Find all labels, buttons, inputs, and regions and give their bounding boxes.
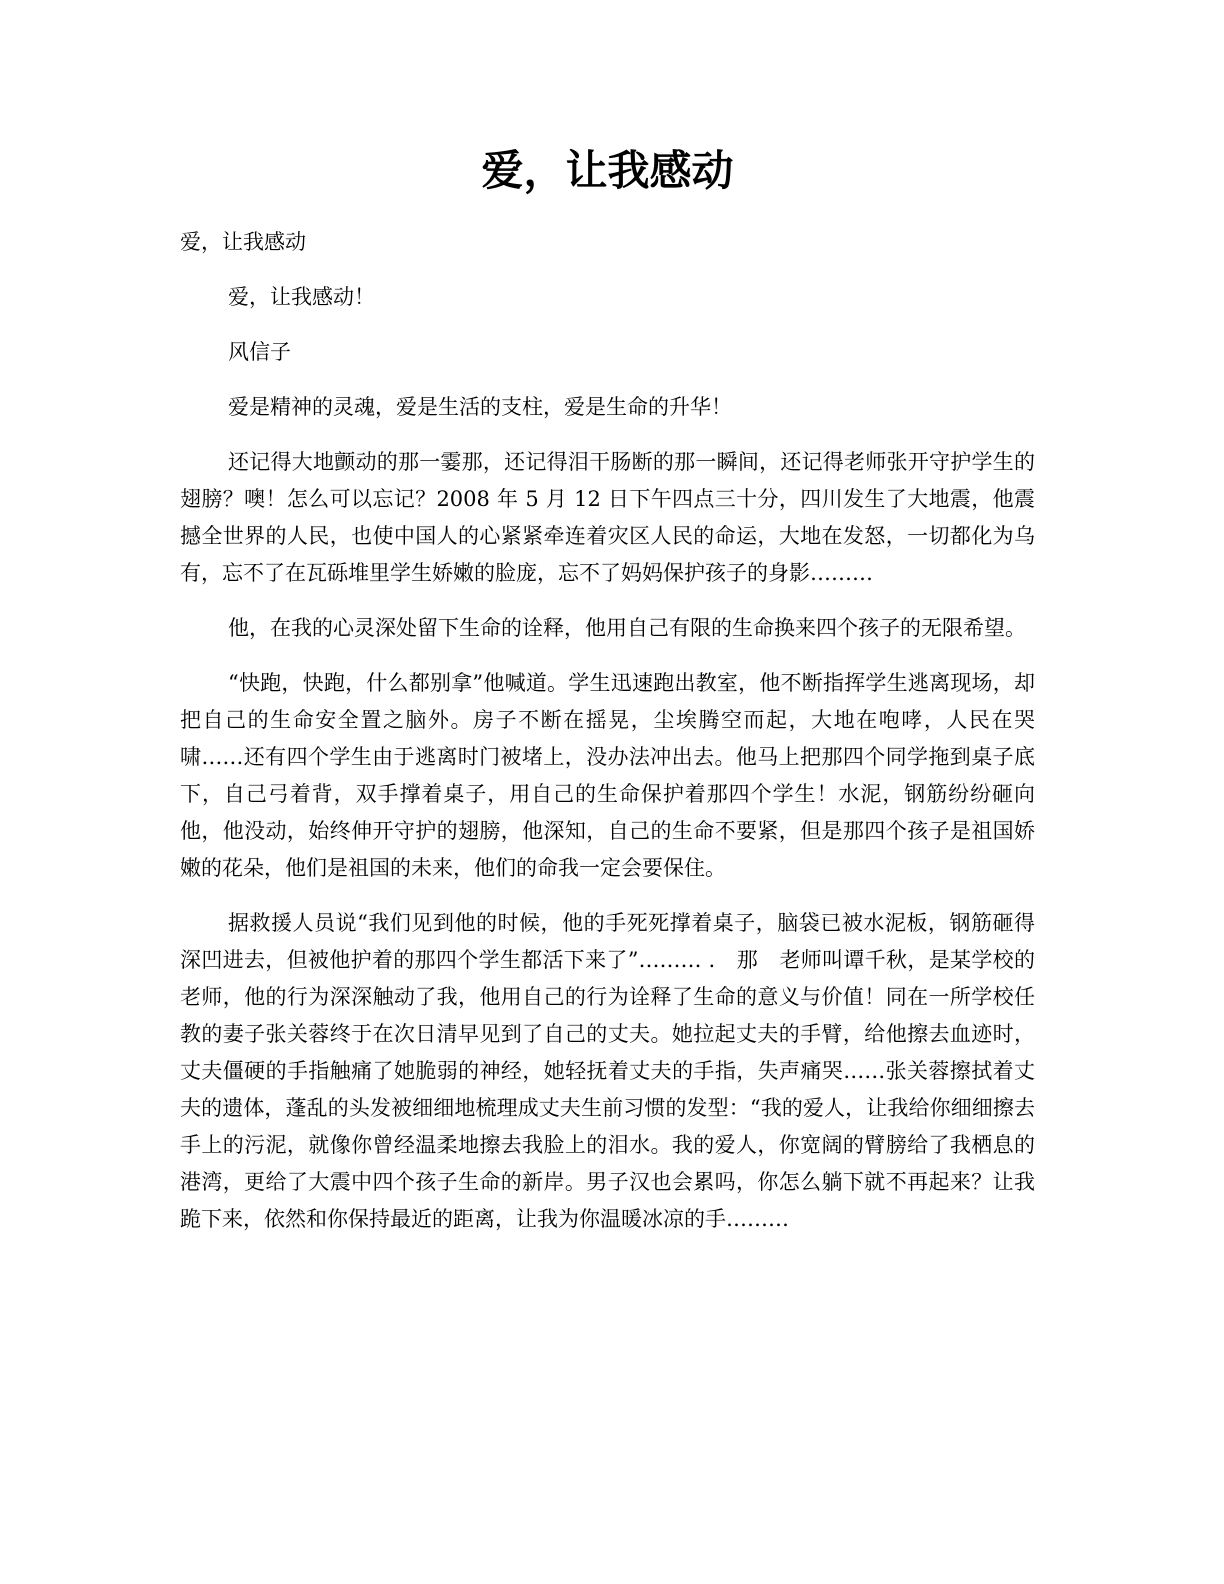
subheading: 爱，让我感动 xyxy=(180,230,306,254)
paragraph: “快跑，快跑，什么都别拿”他喊道。学生迅速跑出教室，他不断指挥学生逃离现场，却把自己的生命安全置之脑外。房子不断在摇晃，尘埃腾空而起，大地在咆哮，人民在哭啸……还有四个学生由于逃离时门被堵上，没办法冲出去。他马上把那四个同学拖到桌子底下，自己弓着背，双手撑着桌子，用自己的生命保护着那四个学生！水泥，钢筋纷纷砸向他，他没动，始终伸开守护的翅膀，他深知，自己的生命不要紧，但是那四个孩子是祖国娇嫩的花朵，他们是祖国的未来，他们的命我一定会要保住。 xyxy=(180,671,1035,880)
paragraph: 还记得大地颤动的那一霎那，还记得泪干肠断的那一瞬间，还记得老师张开守护学生的翅膀？噢！怎么可以忘记？2008 年 5 月 12 日下午四点三十分，四川发生了大地震，他震撼全世界的人民，也使中国人的心紧紧牵连着灾区人民的命运，大地在发怒，一切都化为乌有，忘不了在瓦砾堆里学生娇嫩的脸庞，忘不了妈妈保护孩子的身影……… xyxy=(180,450,1035,585)
author-line: 风信子 xyxy=(228,340,291,364)
paragraph: 他，在我的心灵深处留下生命的诠释，他用自己有限的生命换来四个孩子的无限希望。 xyxy=(228,616,1026,640)
document-title: 爱，让我感动 xyxy=(481,146,734,195)
document-body xyxy=(180,224,1035,1256)
paragraph: 爱是精神的灵魂，爱是生活的支柱，爱是生命的升华！ xyxy=(228,395,732,419)
paragraph: 爱，让我感动！ xyxy=(228,285,375,309)
paragraph: 据救援人员说“我们见到他的时候，他的手死死撑着桌子，脑袋已被水泥板，钢筋砸得深凹进去，但被他护着的那四个学生都活下来了”……… . 那 老师叫谭千秋，是某学校的老师，他的行为深深触动了我，他用自己的行为诠释了生命的意义与价值！同在一所学校任教的妻子张关蓉终于在次日清早见到了自己的丈夫。她拉起丈夫的手臂，给他擦去血迹时，丈夫僵硬的手指触痛了她脆弱的神经，她轻抚着丈夫的手指，失声痛哭……张关蓉擦拭着丈夫的遗体，蓬乱的头发被细细地梳理成丈夫生前习惯的发型：“我的爱人，让我给你细细擦去手上的污泥，就像你曾经温柔地擦去我脸上的泪水。我的爱人，你宽阔的臂膀给了我栖息的港湾，更给了大震中四个孩子生命的新岸。男子汉也会累吗，你怎么躺下就不再起来？让我跪下来，依然和你保持最近的距离，让我为你温暖冰凉的手……… xyxy=(180,911,1035,1231)
